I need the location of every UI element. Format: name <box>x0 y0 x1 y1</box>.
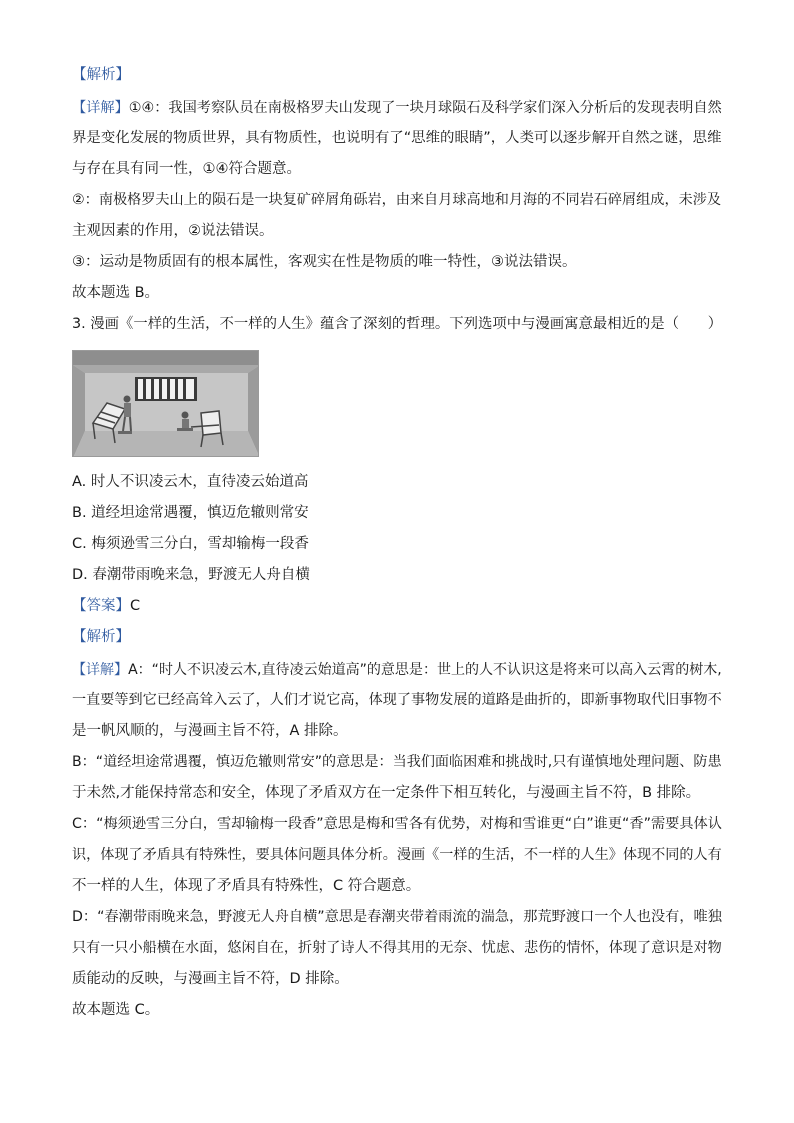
option-a: A. 时人不识凌云木，直待凌云始道高 <box>72 474 309 490</box>
conclusion-line: 故本题选 B。 <box>72 285 160 301</box>
option-b: B. 道经坦途常遇覆，慎迈危辙则常安 <box>72 505 309 521</box>
text-line: 识，体现了矛盾具有特殊性，要具体问题具体分析。漫画《一样的生活，不一样的人生》体现不同的人有 <box>72 847 722 863</box>
text-line: 界是变化发展的物质世界，具有物质性，也说明有了“思维的眼睛”，人类可以逐步解开自然之谜，思维 <box>72 130 722 146</box>
text-line: ②：南极格罗夫山上的陨石是一块复矿碎屑角砾岩，由来自月球高地和月海的不同岩石碎屑组成，未涉及 <box>72 192 722 208</box>
text-line: D：“春潮带雨晚来急，野渡无人舟自横”意思是春潮夹带着雨流的湍急，那荒野渡口一个人也没有，唯独 <box>72 909 722 925</box>
detail-paragraph-2: 【详解】A：“时人不识凌云木,直待凌云始道高”的意思是：世上的人不认识这是将来可以高入云霄的树木, <box>72 662 722 678</box>
text-line: 于未然,才能保持常态和安全，体现了矛盾双方在一定条件下相互转化，与漫画主旨不符，B 排除。 <box>72 785 701 801</box>
text-line: 是一帆风顺的，与漫画主旨不符，A 排除。 <box>72 723 348 739</box>
text-line: 只有一只小船横在水面，悠闲自在，折射了诗人不得其用的无奈、忧虑、悲伤的情怀，体现了意识是对物 <box>72 940 722 956</box>
analysis-heading-2: 【解析】 <box>72 629 130 645</box>
text-line: 主观因素的作用，②说法错误。 <box>72 223 274 239</box>
option-c: C. 梅须逊雪三分白，雪却输梅一段香 <box>72 536 309 552</box>
text-line: ③：运动是物质固有的根本属性，客观实在性是物质的唯一特性，③说法错误。 <box>72 254 577 270</box>
detail-paragraph-1: 【详解】①④：我国考察队员在南极格罗夫山发现了一块月球陨石及科学家们深入分析后的发现表明自然 <box>72 100 722 116</box>
option-d: D. 春潮带雨晚来急，野渡无人舟自横 <box>72 567 310 583</box>
text-line: 与存在具有同一性，①④符合题意。 <box>72 161 301 177</box>
text-line: 一直要等到它已经高耸入云了，人们才说它高，体现了事物发展的道路是曲折的，即新事物取代旧事物不 <box>72 692 722 708</box>
text-line: 质能动的反映，与漫画主旨不符，D 排除。 <box>72 971 349 987</box>
cartoon-illustration <box>73 351 259 457</box>
conclusion-line: 故本题选 C。 <box>72 1002 160 1018</box>
text-line: 不一样的人生，体现了矛盾具有特殊性，C 符合题意。 <box>72 878 421 894</box>
text-line: C：“梅须逊雪三分白，雪却输梅一段香”意思是梅和雪各有优势，对梅和雪谁更“白”谁更“香”需要具体认 <box>72 816 722 832</box>
answer-line: 【答案】C <box>72 598 141 614</box>
cartoon-image <box>72 350 259 457</box>
text-line: B：“道经坦途常遇覆，慎迈危辙则常安”的意思是：当我们面临困难和挑战时,只有谨慎地处理问题、防患 <box>72 754 722 770</box>
analysis-heading-1: 【解析】 <box>72 67 130 83</box>
question-stem: 3. 漫画《一样的生活，不一样的人生》蕴含了深刻的哲理。下列选项中与漫画寓意最相近的是（ ） <box>72 316 723 332</box>
